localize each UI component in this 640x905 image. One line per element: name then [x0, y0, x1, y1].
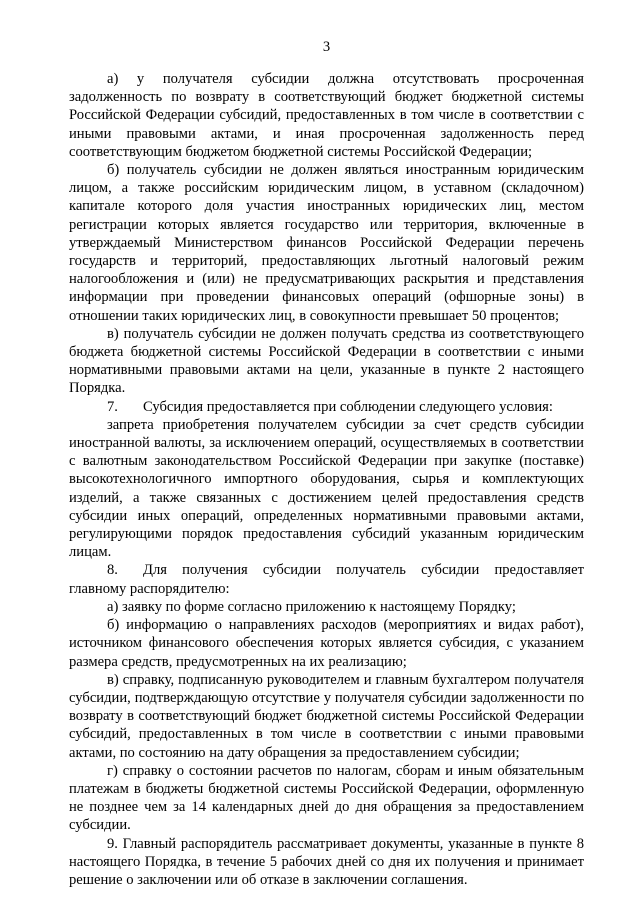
paragraph-8d-tax-certificate: г) справку о состоянии расчетов по налогам, сборам и иным обязательным платежам в бюджеты бюджетной системы Российской Федерации, оформленную не позднее чем за 14 календарных дней до дня обращения за предоставлением субсидии.: [69, 762, 584, 834]
page-number: 3: [322, 39, 331, 55]
paragraph-8c-certificate: в) справку, подписанную руководителем и главным бухгалтером получателя субсидии, подтверждающую отсутствие у получателя субсидии задолженности по возврату в соответствующий бюджет бюджетной системы Российской Федерации субсидий, предоставленных в том числе в соответствии с иными правовыми актами, по состоянию на дату обращения за предоставлением субсидии;: [69, 671, 584, 761]
clause-8-number: 8.: [107, 562, 118, 579]
clause-7-text: Субсидия предоставляется при соблюдении следующего условия:: [143, 398, 553, 415]
clause-8-text: Для получения субсидии получатель субсидии предоставляет главному распорядителю:: [69, 562, 584, 597]
clause-7: [69, 398, 584, 416]
paragraph-b-foreign-entity: б) получатель субсидии не должен являться иностранным юридическим лицом, а также российским юридическим лицом, в уставном (складочном) капитале которого доля участия иностранных юридических лиц, местом регистрации которых является государство или территория, включенные в утверждаемый Министерством финансов Российской Федерации перечень государств и территорий, предоставляющих льготный налоговый режим налогообложения и (или) не предусматривающих раскрытия и представления информации при проведении финансовых операций (офшорные зоны) в отношении таких юридических лиц, в совокупности превышает 50 процентов;: [69, 162, 584, 324]
paragraph-a-debt: а) у получателя субсидии должна отсутствовать просроченная задолженность по возврату в соответствующий бюджет бюджетной системы Российской Федерации субсидий, предоставленных в том числе в соответствии с иными правовыми актами, и иная просроченная задолженность перед соответствующим бюджетом бюджетной системы Российской Федерации;: [69, 71, 584, 160]
paragraph-currency-ban: запрета приобретения получателем субсидии за счет средств субсидии иностранной валюты, за исключением операций, осуществляемых в соответствии с валютным законодательством Российской Федерации при закупке (поставке) высокотехнологичного импортного оборудования, сырья и комплектующих изделий, а также связанных с достижением целей предоставления средств субсидии иных операций, определенных нормативными правовыми актами, регулирующими порядок предоставления субсидий указанным юридическим лицам.: [69, 416, 584, 561]
clause-7-number: 7.: [107, 398, 118, 415]
clause-9: 9. Главный распорядитель рассматривает документы, указанные в пункте 8 настоящего Порядка, в течение 5 рабочих дней со дня их получения и принимает решение о заключении или об отказе в заключении соглашения.: [69, 835, 584, 888]
paragraph-8b-expenses-info: б) информацию о направлениях расходов (мероприятиях и видах работ), источником финансового обеспечения которых является субсидия, с указанием размера средств, предусмотренных на их реализацию;: [69, 617, 584, 670]
paragraph-c-other-funds: в) получатель субсидии не должен получать средства из соответствующего бюджета бюджетной системы Российской Федерации в соответствии с иными нормативными правовыми актами на цели, указанные в пункте 2 настоящего Порядка.: [69, 325, 584, 397]
clause-8: [69, 561, 584, 597]
paragraph-8a-application: а) заявку по форме согласно приложению к настоящему Порядку;: [107, 598, 516, 615]
